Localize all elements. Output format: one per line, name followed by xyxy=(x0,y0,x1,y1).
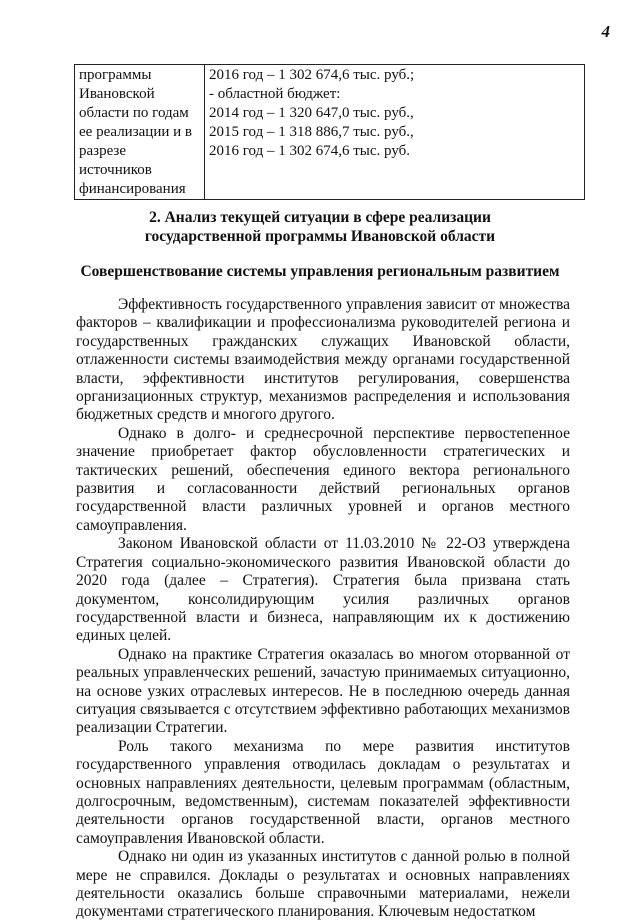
paragraph: Законом Ивановской области от 11.03.2010 № 22-ОЗ утверждена Стратегия социально-экономического развития Ивановской области до 2020 года (далее – Стратегия). Стратегия была призвана стать документом, консолидирующим усилия различных органов государственной власти и бизнеса, направляющим их к достижению единых целей. xyxy=(76,535,570,645)
table-left-cell xyxy=(75,65,205,200)
body-text xyxy=(76,296,570,922)
table-left-line: источников xyxy=(79,162,152,178)
table-left-line: Ивановской xyxy=(79,86,155,102)
table-left-line: финансирования xyxy=(79,181,186,197)
paragraph: Однако на практике Стратегия оказалась во многом оторванной от реальных управленческих решений, зачастую принимаемых ситуационно, на основе узких отраслевых интересов. Не в последнюю очередь данная ситуация связывается с отсутствием эффективно работающих механизмов реализации Стратегии. xyxy=(76,645,570,737)
section-heading-line-2: государственной программы Ивановской области xyxy=(144,228,496,245)
paragraph: Эффективность государственного управления зависит от множества факторов – квалификации и профессионализма руководителей региона и государственных гражданских служащих Ивановской области, отлаженности системы взаимодействия между органами государственной власти, эффективности институтов регулирования, совершенства организационных структур, механизмов распределения и использования бюджетных средств и многого другого. xyxy=(76,296,570,424)
table-left-line: программы xyxy=(79,67,152,83)
table-left-line: ее реализации и в xyxy=(79,124,192,140)
table-right-line: 2016 год – 1 302 674,6 тыс. руб. xyxy=(209,143,411,159)
paragraph: Роль такого механизма по мере развития институтов государственного управления отводилась докладам о результатах и основных направлениях деятельности, целевым программам (областным, долгосрочным, ведомственным), системам показателей эффективности деятельности органов государственной власти, органов местного самоуправления Ивановской области. xyxy=(76,737,570,847)
section-heading xyxy=(0,208,640,246)
table-right-line: 2016 год – 1 302 674,6 тыс. руб.; xyxy=(209,67,415,83)
table-right-cell xyxy=(205,65,585,200)
table-right-line: 2015 год – 1 318 886,7 тыс. руб., xyxy=(209,124,414,140)
table-right-line: 2014 год – 1 320 647,0 тыс. руб., xyxy=(209,105,414,121)
page-number: 4 xyxy=(601,22,610,41)
table-left-line: разрезе xyxy=(79,143,127,159)
financing-table xyxy=(74,64,585,200)
table-right-line: - областной бюджет: xyxy=(209,86,341,102)
sub-heading: Совершенствование системы управления региональным развитием xyxy=(80,263,560,280)
paragraph: Однако ни один из указанных институтов с данной ролью в полной мере не справился. Доклады о результатах и основных направлениях деятельности оказались больше справочными материалами, нежели документами стратегического планирования. Ключевым недостатком xyxy=(76,848,570,921)
paragraph: Однако в долго- и среднесрочной перспективе первостепенное значение приобретает фактор обусловленности стратегических и тактических решений, обеспечения единого вектора регионального развития и согласованности действий региональных органов государственной власти различных уровней и органов местного самоуправления. xyxy=(76,424,570,534)
table-left-line: области по годам xyxy=(79,105,189,121)
section-heading-line-1: 2. Анализ текущей ситуации в сфере реализации xyxy=(149,209,491,226)
table-row xyxy=(75,65,585,200)
